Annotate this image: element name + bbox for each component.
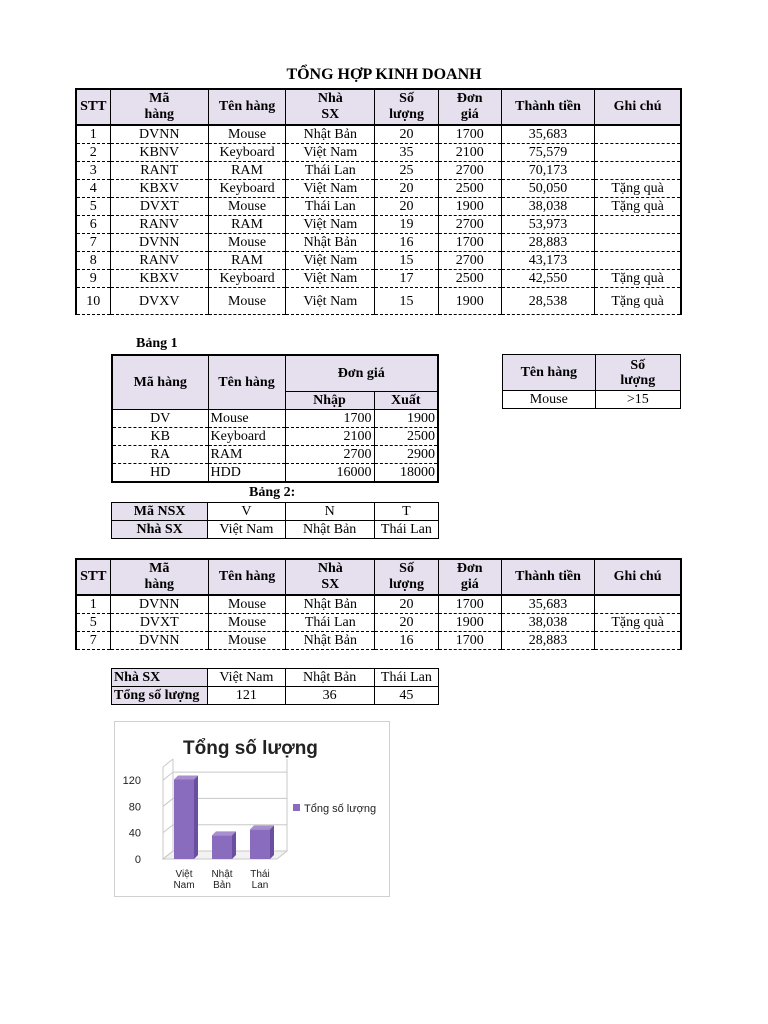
header-don-gia: Đơn giá [438, 559, 501, 595]
chart-bar [250, 829, 270, 859]
cell-ten-hang: RAM [208, 445, 285, 463]
cell-ten-hang: Mouse [208, 198, 285, 216]
cell-ghi-chu: Tặng quà [595, 288, 681, 315]
cell-ten-hang: Mouse [208, 288, 285, 315]
chart-bar-top [250, 825, 274, 829]
cell-ma-hang: DVXV [110, 288, 208, 315]
cell-ten-hang: Keyboard [208, 270, 285, 288]
criteria-so-luong: >15 [595, 391, 680, 409]
cell-ten-hang: Mouse [208, 125, 285, 144]
x-tick-label: Lan [251, 880, 269, 891]
cell-so-luong: 17 [375, 270, 438, 288]
cell-ghi-chu [595, 252, 681, 270]
cell-stt: 7 [76, 234, 110, 252]
y-tick-label: 120 [122, 775, 141, 788]
table-row [76, 162, 681, 180]
cell-ghi-chu: Tặng quà [595, 180, 681, 198]
cell-nha-sx: Thái Lan [286, 198, 375, 216]
ma-nsx-cell: N [285, 503, 374, 521]
cell-stt: 2 [76, 144, 110, 162]
cell-so-luong: 20 [375, 198, 438, 216]
summary-nha-sx-cell: Việt Nam [208, 669, 285, 687]
cell-don-gia: 1700 [438, 595, 501, 614]
table-row [76, 595, 681, 614]
cell-ten-hang: Mouse [208, 614, 285, 632]
cell-nha-sx: Nhật Bản [286, 632, 375, 650]
header-ma-hang: Mã hàng [110, 89, 208, 125]
cell-ma-hang: KB [112, 427, 208, 445]
cell-ma-hang: DVNN [110, 632, 208, 650]
cell-gia-xuat: 1900 [374, 409, 438, 427]
cell-so-luong: 15 [375, 252, 438, 270]
cell-ma-hang: RA [112, 445, 208, 463]
cell-ma-hang: KBNV [110, 144, 208, 162]
cell-ma-hang: RANV [110, 216, 208, 234]
business-summary-table [75, 88, 682, 315]
cell-so-luong: 20 [375, 595, 438, 614]
header-ma-hang: Mã hàng [112, 355, 208, 409]
cell-nha-sx: Việt Nam [286, 288, 375, 315]
table-row [76, 125, 681, 144]
cell-so-luong: 16 [375, 632, 438, 650]
cell-gia-xuat: 2500 [374, 427, 438, 445]
cell-ten-hang: Mouse [208, 409, 285, 427]
cell-nha-sx: Thái Lan [286, 162, 375, 180]
cell-gia-xuat: 2900 [374, 445, 438, 463]
cell-stt: 8 [76, 252, 110, 270]
cell-thanh-tien: 35,683 [501, 125, 594, 144]
cell-ma-hang: DV [112, 409, 208, 427]
x-tick-label: Nhật [211, 869, 233, 880]
cell-don-gia: 1900 [438, 614, 501, 632]
table-row [76, 288, 681, 315]
cell-ma-hang: DVXT [110, 614, 208, 632]
cell-don-gia: 2500 [438, 180, 501, 198]
header-don-gia: Đơn giá [438, 89, 501, 125]
y-tick-label: 40 [128, 827, 141, 840]
cell-ten-hang: HDD [208, 463, 285, 482]
legend-swatch [293, 804, 300, 811]
header-ten-hang: Tên hàng [208, 355, 285, 409]
cell-ten-hang: RAM [208, 216, 285, 234]
cell-don-gia: 1700 [438, 234, 501, 252]
cell-thanh-tien: 70,173 [501, 162, 594, 180]
cell-stt: 5 [76, 198, 110, 216]
cell-stt: 7 [76, 632, 110, 650]
cell-ma-hang: DVNN [110, 125, 208, 144]
header-ten-hang: Tên hàng [208, 89, 285, 125]
cell-so-luong: 20 [375, 180, 438, 198]
table-row [76, 632, 681, 650]
cell-thanh-tien: 53,973 [501, 216, 594, 234]
cell-thanh-tien: 50,050 [501, 180, 594, 198]
cell-thanh-tien: 38,038 [501, 614, 594, 632]
cell-thanh-tien: 35,683 [501, 595, 594, 614]
cell-ghi-chu: Tặng quà [595, 270, 681, 288]
cell-don-gia: 2500 [438, 270, 501, 288]
cell-ten-hang: RAM [208, 162, 285, 180]
nha-sx-label: Nhà SX [112, 521, 208, 539]
table-row [112, 409, 438, 427]
summary-total-cell: 121 [208, 687, 285, 705]
criteria-table [502, 354, 681, 409]
cell-don-gia: 2100 [438, 144, 501, 162]
cell-stt: 9 [76, 270, 110, 288]
cell-nha-sx: Việt Nam [286, 252, 375, 270]
criteria-header-ten-hang: Tên hàng [503, 355, 596, 391]
cell-ma-hang: RANT [110, 162, 208, 180]
x-tick-label: Bản [213, 880, 231, 891]
cell-ten-hang: Keyboard [208, 144, 285, 162]
chart-gridline [163, 798, 173, 806]
ma-nsx-cell: T [374, 503, 438, 521]
cell-ten-hang: Mouse [208, 595, 285, 614]
chart-bar-top [174, 775, 198, 779]
header-stt: STT [76, 89, 110, 125]
chart-bar-side [270, 825, 274, 859]
cell-stt: 1 [76, 595, 110, 614]
cell-so-luong: 16 [375, 234, 438, 252]
cell-ghi-chu [595, 234, 681, 252]
summary-total-cell: 36 [285, 687, 374, 705]
cell-ghi-chu [595, 595, 681, 614]
cell-ten-hang: RAM [208, 252, 285, 270]
table-2 [111, 502, 439, 539]
nha-sx-cell: Việt Nam [208, 521, 285, 539]
chart-title: Tổng số lượng [183, 738, 318, 759]
cell-don-gia: 1700 [438, 125, 501, 144]
cell-gia-nhap: 16000 [285, 463, 374, 482]
cell-ghi-chu [595, 632, 681, 650]
header-ghi-chu: Ghi chú [595, 89, 681, 125]
table-row [112, 463, 438, 482]
summary-total-label: Tổng số lượng [112, 687, 208, 705]
cell-nha-sx: Việt Nam [286, 270, 375, 288]
cell-ghi-chu [595, 216, 681, 234]
ma-nsx-cell: V [208, 503, 285, 521]
cell-don-gia: 2700 [438, 216, 501, 234]
cell-ghi-chu [595, 144, 681, 162]
cell-so-luong: 35 [375, 144, 438, 162]
cell-stt: 6 [76, 216, 110, 234]
summary-nha-sx-label: Nhà SX [112, 669, 208, 687]
chart-bar [174, 779, 194, 859]
cell-ma-hang: DVNN [110, 595, 208, 614]
cell-ghi-chu: Tặng quà [595, 614, 681, 632]
cell-ghi-chu [595, 125, 681, 144]
cell-gia-nhap: 2100 [285, 427, 374, 445]
y-tick-label: 0 [134, 854, 141, 866]
table-row [112, 427, 438, 445]
cell-so-luong: 20 [375, 125, 438, 144]
summary-nha-sx-cell: Thái Lan [374, 669, 438, 687]
table-row [76, 614, 681, 632]
cell-gia-nhap: 1700 [285, 409, 374, 427]
x-tick-label: Việt [175, 869, 193, 880]
cell-don-gia: 1700 [438, 632, 501, 650]
cell-nha-sx: Nhật Bản [286, 234, 375, 252]
page-title: TỔNG HỢP KINH DOANH [286, 66, 482, 83]
chart-bar [212, 835, 232, 859]
cell-don-gia: 2700 [438, 162, 501, 180]
table-1-label: Bảng 1 [136, 336, 178, 351]
cell-ma-hang: RANV [110, 252, 208, 270]
table-row [76, 144, 681, 162]
table-row [76, 198, 681, 216]
header-ma-hang: Mã hàng [110, 559, 208, 595]
cell-so-luong: 19 [375, 216, 438, 234]
cell-nha-sx: Thái Lan [286, 614, 375, 632]
cell-stt: 5 [76, 614, 110, 632]
summary-nha-sx-cell: Nhật Bản [285, 669, 374, 687]
header-so-luong: Số lượng [375, 559, 438, 595]
cell-thanh-tien: 28,883 [501, 632, 594, 650]
header-don-gia: Đơn giá [285, 355, 438, 391]
header-thanh-tien: Thành tiền [501, 89, 594, 125]
legend-label: Tổng số lượng [304, 803, 377, 815]
table-header-row [76, 559, 681, 595]
cell-so-luong: 15 [375, 288, 438, 315]
x-tick-label: Thái [250, 869, 270, 880]
header-nha-sx: Nhà SX [286, 89, 375, 125]
nha-sx-cell: Nhật Bản [285, 521, 374, 539]
cell-nha-sx: Việt Nam [286, 180, 375, 198]
filtered-table [75, 558, 682, 650]
summary-total-cell: 45 [374, 687, 438, 705]
cell-stt: 10 [76, 288, 110, 315]
cell-ma-hang: HD [112, 463, 208, 482]
cell-ma-hang: KBXV [110, 270, 208, 288]
header-nhap: Nhập [285, 391, 374, 409]
header-stt: STT [76, 559, 110, 595]
table-1 [111, 354, 439, 483]
cell-thanh-tien: 42,550 [501, 270, 594, 288]
cell-thanh-tien: 28,538 [501, 288, 594, 315]
header-ghi-chu: Ghi chú [595, 559, 681, 595]
chart-side-top [163, 759, 173, 767]
cell-nha-sx: Nhật Bản [286, 595, 375, 614]
cell-ghi-chu [595, 162, 681, 180]
ma-nsx-label: Mã NSX [112, 503, 208, 521]
chart-gridline [163, 825, 173, 833]
table-row [76, 270, 681, 288]
cell-thanh-tien: 75,579 [501, 144, 594, 162]
header-thanh-tien: Thành tiền [501, 559, 594, 595]
header-nha-sx: Nhà SX [286, 559, 375, 595]
cell-so-luong: 25 [375, 162, 438, 180]
y-tick-label: 80 [128, 801, 141, 814]
table-2-label: Bảng 2: [249, 485, 296, 500]
table-row [76, 180, 681, 198]
cell-ten-hang: Keyboard [208, 427, 285, 445]
nha-sx-cell: Thái Lan [374, 521, 438, 539]
cell-gia-xuat: 18000 [374, 463, 438, 482]
criteria-header-so-luong: Số lượng [595, 355, 680, 391]
cell-stt: 4 [76, 180, 110, 198]
table-header-row [76, 89, 681, 125]
cell-ma-hang: DVNN [110, 234, 208, 252]
table-row [112, 445, 438, 463]
cell-ma-hang: KBXV [110, 180, 208, 198]
cell-nha-sx: Nhật Bản [286, 125, 375, 144]
cell-ma-hang: DVXT [110, 198, 208, 216]
cell-so-luong: 20 [375, 614, 438, 632]
cell-don-gia: 1900 [438, 288, 501, 315]
chart-bar-side [194, 775, 198, 859]
cell-don-gia: 2700 [438, 252, 501, 270]
header-xuat: Xuất [374, 391, 438, 409]
cell-nha-sx: Việt Nam [286, 216, 375, 234]
cell-ten-hang: Mouse [208, 632, 285, 650]
header-so-luong: Số lượng [375, 89, 438, 125]
cell-ten-hang: Keyboard [208, 180, 285, 198]
header-ten-hang: Tên hàng [208, 559, 285, 595]
cell-gia-nhap: 2700 [285, 445, 374, 463]
chart-canvas [115, 722, 389, 896]
cell-stt: 3 [76, 162, 110, 180]
chart-bar-side [232, 831, 236, 859]
cell-thanh-tien: 28,883 [501, 234, 594, 252]
cell-ten-hang: Mouse [208, 234, 285, 252]
chart-gridline [163, 772, 173, 780]
chart-bar-top [212, 831, 236, 835]
cell-thanh-tien: 38,038 [501, 198, 594, 216]
quantity-chart [114, 721, 390, 897]
cell-stt: 1 [76, 125, 110, 144]
cell-don-gia: 1900 [438, 198, 501, 216]
cell-nha-sx: Việt Nam [286, 144, 375, 162]
table-row [76, 252, 681, 270]
x-tick-label: Nam [173, 880, 195, 891]
table-row [76, 216, 681, 234]
cell-ghi-chu: Tặng quà [595, 198, 681, 216]
summary-table [111, 668, 439, 705]
criteria-ten-hang: Mouse [503, 391, 596, 409]
table-row [76, 234, 681, 252]
cell-thanh-tien: 43,173 [501, 252, 594, 270]
